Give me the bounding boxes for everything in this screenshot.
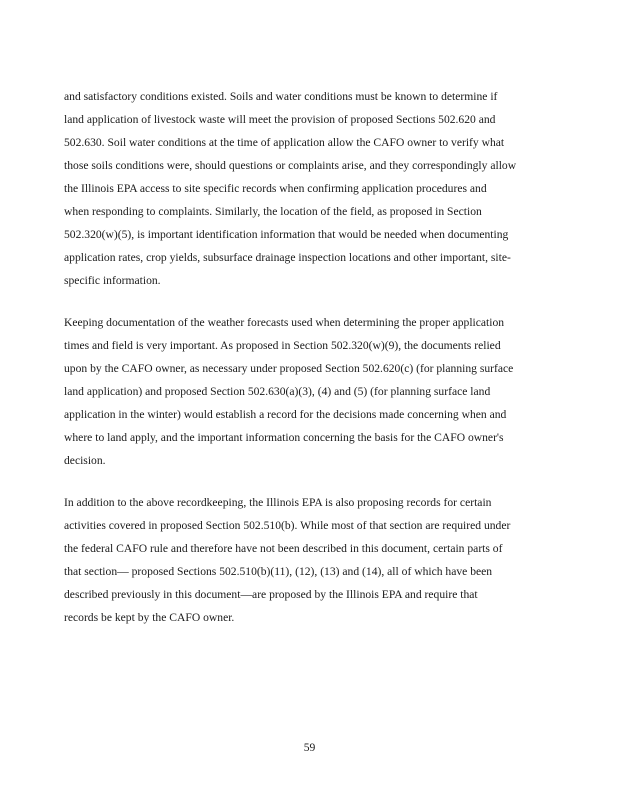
text-line: application in the winter) would establish a record for the decisions made concerning when and — [64, 408, 507, 421]
text-line: 502.630. Soil water conditions at the time of application allow the CAFO owner to verify what — [64, 136, 505, 149]
text-line: land application) and proposed Section 502.630(a)(3), (4) and (5) (for planning surface land — [64, 385, 491, 398]
text-line: specific information. — [64, 274, 161, 287]
text-line: upon by the CAFO owner, as necessary under proposed Section 502.620(c) (for planning surface — [64, 362, 514, 375]
text-line: In addition to the above recordkeeping, the Illinois EPA is also proposing records for certain — [64, 496, 492, 509]
text-line: and satisfactory conditions existed. Soils and water conditions must be known to determine if — [64, 90, 498, 103]
text-line: the federal CAFO rule and therefore have not been described in this document, certain parts of — [64, 542, 503, 555]
text-line: records be kept by the CAFO owner. — [64, 611, 235, 624]
text-line: activities covered in proposed Section 502.510(b). While most of that section are required under — [64, 519, 511, 532]
text-line: described previously in this document—are proposed by the Illinois EPA and require that — [64, 588, 478, 601]
text-line: times and field is very important. As proposed in Section 502.320(w)(9), the documents relied — [64, 339, 501, 352]
text-line: those soils conditions were, should questions or complaints arise, and they correspondingly allow — [64, 159, 517, 172]
text-line: Keeping documentation of the weather forecasts used when determining the proper application — [64, 316, 505, 329]
text-line: the Illinois EPA access to site specific records when confirming application procedures and — [64, 182, 487, 195]
text-line: application rates, crop yields, subsurface drainage inspection locations and other important, site- — [64, 251, 511, 264]
text-line: that section— proposed Sections 502.510(b)(11), (12), (13) and (14), all of which have been — [64, 565, 493, 578]
page-number: 59 — [303, 741, 316, 754]
text-line: where to land apply, and the important information concerning the basis for the CAFO owner's — [64, 431, 504, 444]
text-line: decision. — [64, 454, 106, 467]
text-line: land application of livestock waste will meet the provision of proposed Sections 502.620 and — [64, 113, 496, 126]
text-line: when responding to complaints. Similarly, the location of the field, as proposed in Section — [64, 205, 482, 218]
text-line: 502.320(w)(5), is important identification information that would be needed when documenting — [64, 228, 509, 241]
